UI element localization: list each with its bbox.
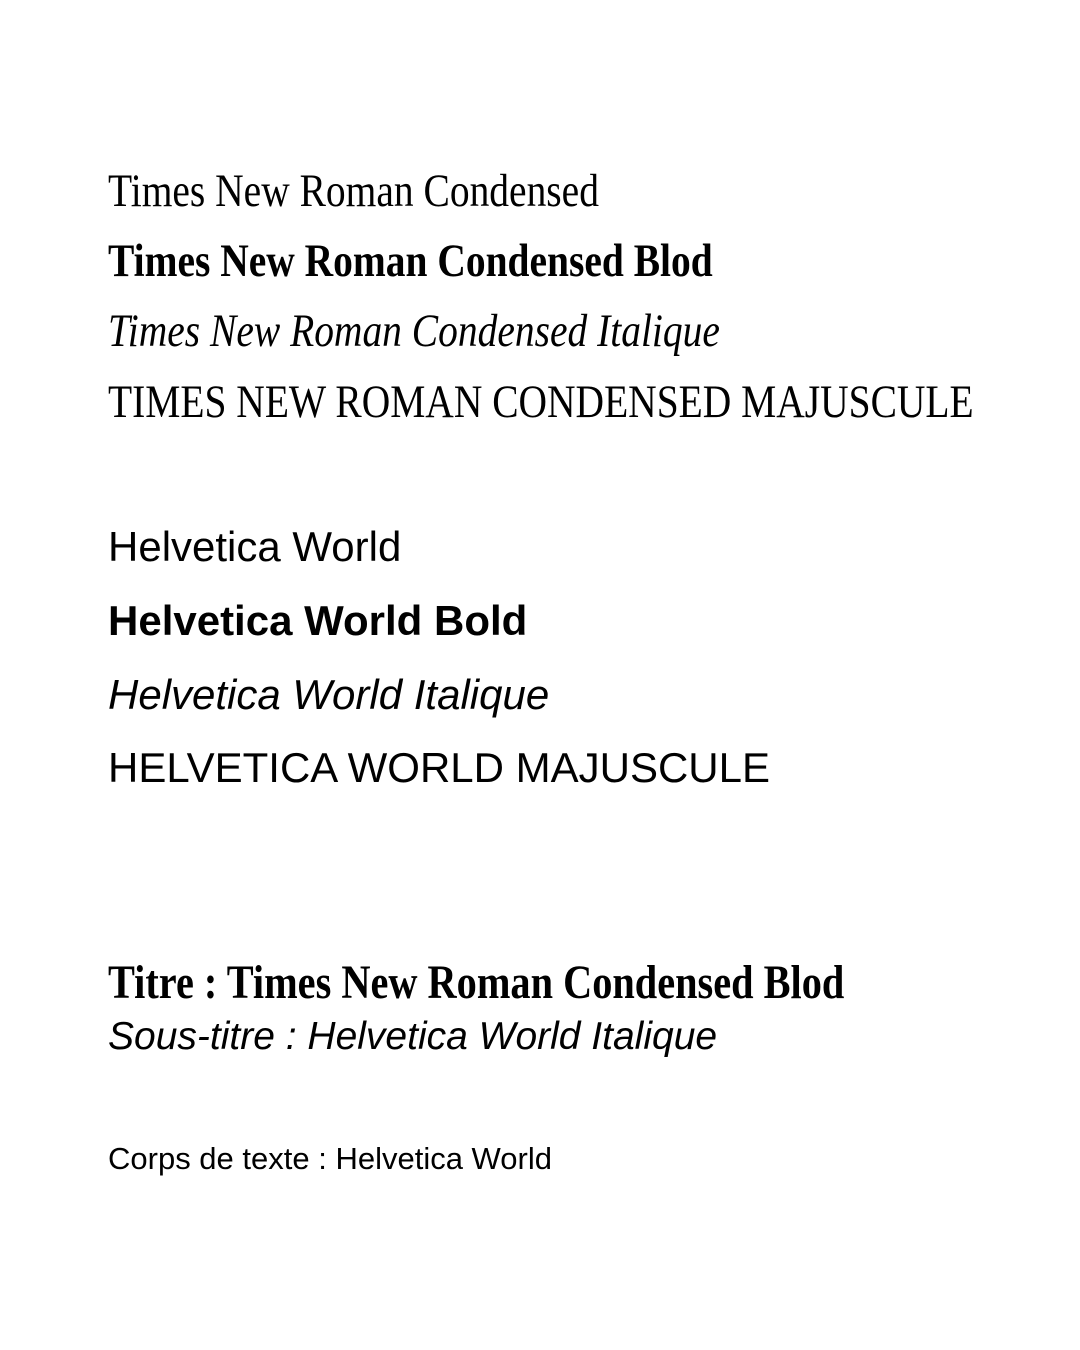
serif-caps-sample: TIMES NEW ROMAN CONDENSED MAJUSCULE: [108, 376, 974, 428]
sans-italic-sample: Helvetica World Italique: [108, 671, 550, 718]
usage-subtitle: Sous-titre : Helvetica World Italique: [108, 1015, 718, 1058]
sans-bold-sample: Helvetica World Bold: [108, 597, 528, 644]
serif-regular-sample: Times New Roman Condensed: [108, 165, 599, 217]
serif-italic-sample: Times New Roman Condensed Italique: [108, 305, 720, 357]
sans-regular-sample: Helvetica World: [108, 523, 402, 570]
serif-bold-sample: Times New Roman Condensed Blod: [108, 235, 713, 287]
usage-body-text: Corps de texte : Helvetica World: [108, 1141, 552, 1176]
usage-title: Titre : Times New Roman Condensed Blod: [108, 956, 845, 1009]
sans-caps-sample: HELVETICA WORLD MAJUSCULE: [108, 744, 771, 791]
